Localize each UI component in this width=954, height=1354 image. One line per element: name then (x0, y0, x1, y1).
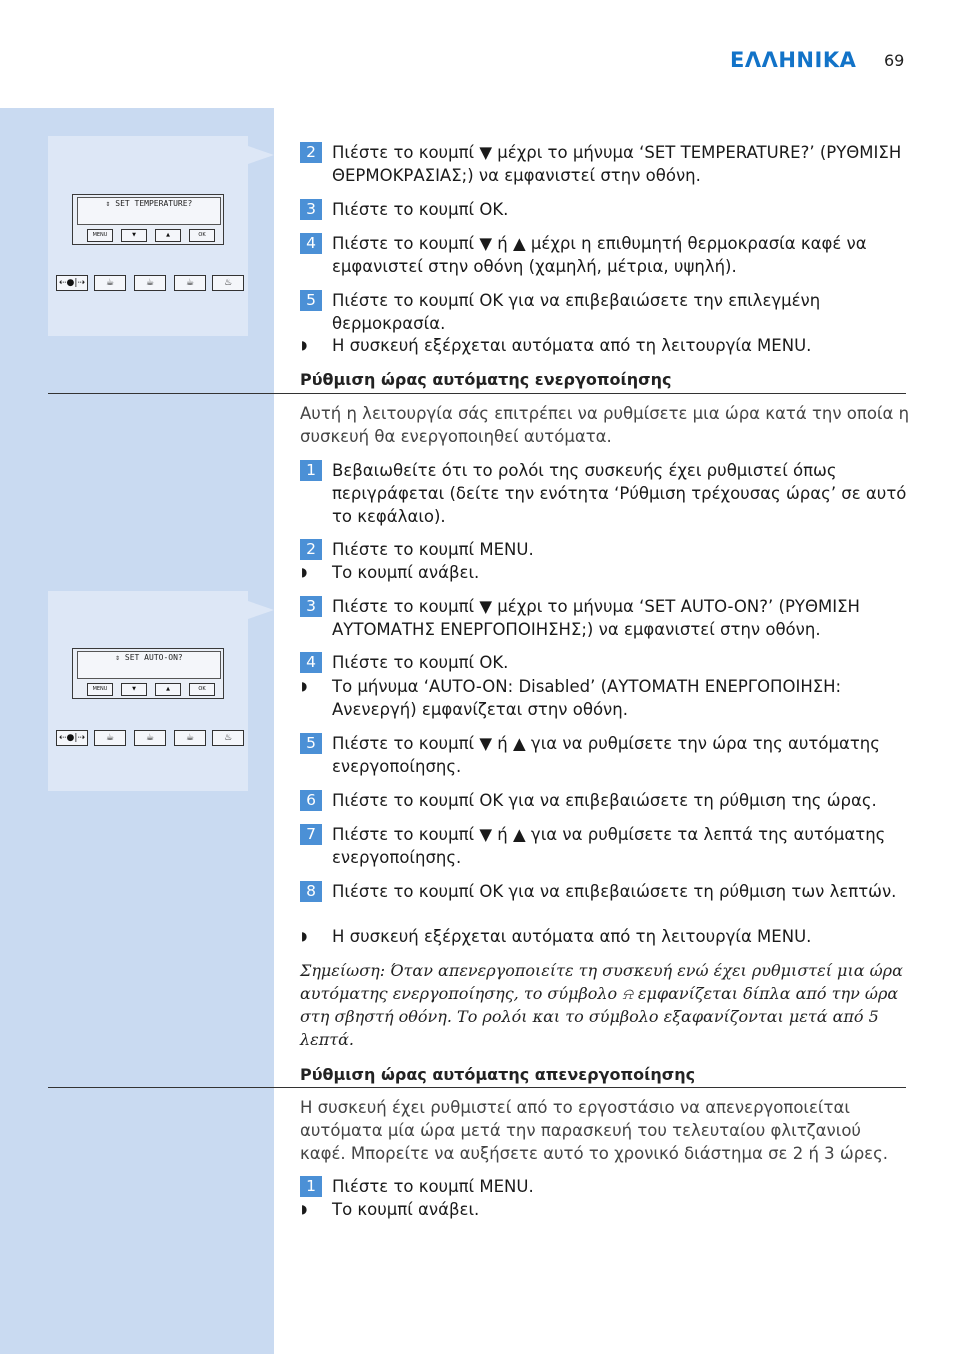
coffee-cup-icon[interactable]: ☕ (134, 275, 166, 291)
up-button[interactable]: ▲ (155, 683, 181, 696)
result-bullet-icon: ◗ (301, 929, 308, 943)
language-label: ΕΛΛΗΝΙΚΑ (730, 48, 857, 72)
menu-button[interactable]: MENU (87, 229, 113, 242)
step-text: Πιέστε το κουμπί ▼ ή ▲ για να ρυθμίσετε την ώρα της αυτόματης ενεργοποίησης. (332, 734, 880, 776)
section-heading-auto-off: Ρύθμιση ώρας αυτόματης απενεργοποίησης (300, 1065, 696, 1084)
step-number: 5 (300, 733, 322, 754)
machine-display (72, 194, 224, 245)
result-bullet-icon: ◗ (301, 1202, 308, 1216)
large-cup-icon[interactable]: ☕ (174, 730, 206, 746)
page-number: 69 (884, 51, 905, 70)
step-text: Πιέστε το κουμπί OK για να επιβεβαιώσετε τη ρύθμιση της ώρας. (332, 791, 877, 810)
result-text: Το κουμπί ανάβει. (332, 1200, 480, 1219)
large-cup-icon[interactable]: ☕ (174, 275, 206, 291)
step-text: Πιέστε το κουμπί OK για να επιβεβαιώσετε την επιλεγμένη θερμοκρασία. (332, 291, 821, 333)
aroma-strength-icon[interactable]: ⇠●|⇢ (56, 730, 88, 746)
note-text: Σημείωση: Όταν απενεργοποιείτε τη συσκευή ενώ έχει ρυθμιστεί μια ώρα αυτόματης ενεργοποίησης, το σύμβολο ⍾ εμφανίζεται δίπλα από την ώρα στη σβηστή οθόνη. Το ρολόι και το σύμβολο εξαφανίζονται μετά από 5 λεπτά. (300, 961, 903, 1049)
ok-button[interactable]: OK (189, 683, 215, 696)
display-buttons (85, 229, 213, 241)
coffee-cup-icon[interactable]: ☕ (134, 730, 166, 746)
result-text: Η συσκευή εξέρχεται αυτόματα από τη λειτουργία MENU. (332, 927, 812, 946)
down-button[interactable]: ▼ (121, 229, 147, 242)
step-number: 4 (300, 233, 322, 254)
step-number: 5 (300, 290, 322, 311)
display-text: ⇕ SET TEMPERATURE? (77, 197, 221, 225)
down-button[interactable]: ▼ (121, 683, 147, 696)
step-text: Πιέστε το κουμπί MENU. (332, 540, 534, 559)
espresso-cup-icon[interactable]: ☕ (94, 275, 126, 291)
step-number: 3 (300, 596, 322, 617)
up-button[interactable]: ▲ (155, 229, 181, 242)
steam-icon[interactable]: ♨ (212, 730, 244, 746)
panel-pointer (248, 601, 274, 619)
result-text: Το κουμπί ανάβει. (332, 563, 480, 582)
result-text: Το μήνυμα ‘AUTO-ON: Disabled’ (ΑΥΤΟΜΑΤΗ ΕΝΕΡΓΟΠΟΙΗΣΗ: Ανενεργή) εμφανίζεται στην οθόνη. (332, 677, 842, 719)
step-text: Πιέστε το κουμπί ▼ μέχρι το μήνυμα ‘SET AUTO-ON?’ (ΡΥΘΜΙΣΗ ΑΥΤΟΜΑΤΗΣ ΕΝΕΡΓΟΠΟΙΗΣΗΣ;) να εμφανιστεί στην οθόνη. (332, 597, 860, 639)
step-text: Πιέστε το κουμπί OK. (332, 653, 509, 672)
steam-icon[interactable]: ♨ (212, 275, 244, 291)
step-text: Πιέστε το κουμπί OK για να επιβεβαιώσετε τη ρύθμιση των λεπτών. (332, 882, 897, 901)
step-number: 2 (300, 539, 322, 560)
step-text: Πιέστε το κουμπί OK. (332, 200, 509, 219)
step-number: 3 (300, 199, 322, 220)
section-heading-auto-on: Ρύθμιση ώρας αυτόματης ενεργοποίησης (300, 370, 672, 389)
result-bullet-icon: ◗ (301, 679, 308, 693)
result-bullet-icon: ◗ (301, 338, 308, 352)
step-text: Πιέστε το κουμπί MENU. (332, 1177, 534, 1196)
step-text: Βεβαιωθείτε ότι το ρολόι της συσκευής έχει ρυθμιστεί όπως περιγράφεται (δείτε την ενότητα ‘Ρύθμιση τρέχουσας ώρας’ σε αυτό το κεφάλαιο). (332, 461, 907, 526)
section-intro: Αυτή η λειτουργία σάς επιτρέπει να ρυθμίσετε μια ώρα κατά την οποία η συσκευή θα ενεργοποιηθεί αυτόματα. (300, 404, 910, 446)
illustration-panel-temperature (48, 136, 248, 336)
section-divider (48, 393, 906, 394)
step-number: 1 (300, 1176, 322, 1197)
display-text: ⇕ SET AUTO-ON? (77, 651, 221, 679)
result-text: Η συσκευή εξέρχεται αυτόματα από τη λειτουργία MENU. (332, 336, 812, 355)
result-bullet-icon: ◗ (301, 565, 308, 579)
step-number: 4 (300, 652, 322, 673)
step-number: 2 (300, 142, 322, 163)
control-icons-row (56, 275, 242, 291)
step-number: 1 (300, 460, 322, 481)
step-text: Πιέστε το κουμπί ▼ μέχρι το μήνυμα ‘SET TEMPERATURE?’ (ΡΥΘΜΙΣΗ ΘΕΡΜΟΚΡΑΣΙΑΣ;) να εμφανιστεί στην οθόνη. (332, 143, 902, 185)
illustration-panel-auto-on (48, 591, 248, 791)
step-text: Πιέστε το κουμπί ▼ ή ▲ μέχρι η επιθυμητή θερμοκρασία καφέ να εμφανιστεί στην οθόνη (χαμηλή, μέτρια, υψηλή). (332, 234, 867, 276)
display-buttons (85, 683, 213, 695)
panel-pointer (248, 146, 274, 164)
menu-button[interactable]: MENU (87, 683, 113, 696)
aroma-strength-icon[interactable]: ⇠●|⇢ (56, 275, 88, 291)
espresso-cup-icon[interactable]: ☕ (94, 730, 126, 746)
section-intro: Η συσκευή έχει ρυθμιστεί από το εργοστάσιο να απενεργοποιείται αυτόματα μία ώρα μετά την παρασκευή του τελευταίου φλιτζανιού καφέ. Μπορείτε να αυξήσετε αυτό το χρονικό διάστημα σε 2 ή 3 ώρες. (300, 1098, 889, 1163)
section-divider (48, 1087, 906, 1088)
machine-display (72, 648, 224, 699)
step-text: Πιέστε το κουμπί ▼ ή ▲ για να ρυθμίσετε τα λεπτά της αυτόματης ενεργοποίησης. (332, 825, 886, 867)
step-number: 6 (300, 790, 322, 811)
step-number: 8 (300, 881, 322, 902)
control-icons-row (56, 730, 242, 746)
ok-button[interactable]: OK (189, 229, 215, 242)
step-number: 7 (300, 824, 322, 845)
